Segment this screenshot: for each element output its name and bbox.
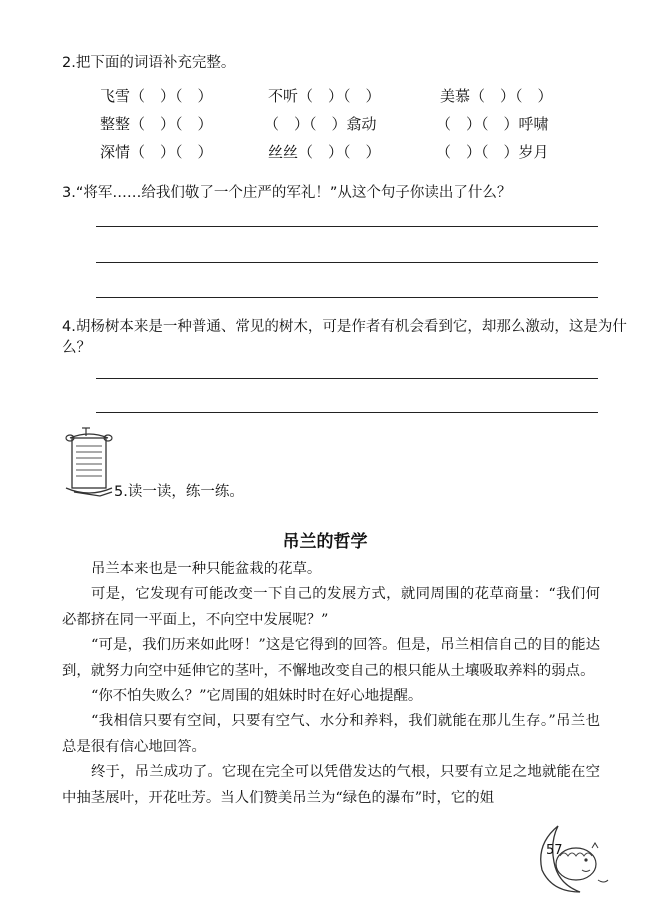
paragraph: “你不怕失败么？”它周围的姐妹时时在好心地提醒。 (91, 688, 423, 705)
fill-item-3[interactable]: 美慕（ ）（ ） (440, 87, 553, 105)
answer-line[interactable] (96, 297, 598, 298)
fill-item-8[interactable]: 丝丝（ ）（ ） (268, 143, 381, 161)
fill-item-4[interactable]: 整整（ ）（ ） (100, 115, 213, 133)
fill-item-5[interactable]: （ ）（ ）翕动 (264, 115, 377, 133)
paragraph: “可是，我们历来如此呀！”这是它得到的回答。但是，吊兰相信自己的目的能达到，就努力向空中延伸它的茎叶，不懈地改变自己的根只能从土壤吸取养料的弱点。 (62, 637, 600, 679)
paragraph: 终于，吊兰成功了。它现在完全可以凭借发达的气根，只要有立足之地就能在空中抽茎展叶，开花吐芳。当人们赞美吊兰为“绿色的瀑布”时，它的姐 (62, 764, 600, 806)
question-3-prompt: 3.“将军……给我们敬了一个庄严的军礼！”从这个句子你读出了什么？ (62, 185, 512, 201)
article-body (62, 557, 600, 811)
fill-item-7[interactable]: 深情（ ）（ ） (100, 143, 213, 161)
moon-decoration-icon (528, 820, 610, 900)
question-2-prompt: 2.把下面的词语补充完整。 (62, 55, 236, 71)
paragraph: “我相信只要有空间，只要有空气、水分和养料，我们就能在那儿生存。”吊兰也总是很有信心地回答。 (62, 713, 600, 755)
answer-line[interactable] (96, 412, 598, 413)
question-4-prompt-cont: 么？ (62, 340, 91, 356)
question-5-prompt: 5.读一读，练一练。 (114, 484, 244, 500)
question-4-prompt: 4.胡杨树本来是一种普通、常见的树木，可是作者有机会看到它，却那么激动，这是为什 (62, 319, 627, 335)
scroll-icon (60, 426, 116, 504)
fill-item-9[interactable]: （ ）（ ）岁月 (436, 143, 549, 161)
answer-line[interactable] (96, 378, 598, 379)
fill-item-6[interactable]: （ ）（ ）呼啸 (436, 115, 549, 133)
fill-item-1[interactable]: 飞雪（ ）（ ） (100, 87, 213, 105)
article-title: 吊兰的哲学 (282, 532, 368, 552)
paragraph: 吊兰本来也是一种只能盆栽的花草。 (91, 561, 322, 577)
answer-line[interactable] (96, 262, 598, 263)
answer-line[interactable] (96, 226, 598, 227)
page-number: 57 (546, 843, 563, 858)
fill-item-2[interactable]: 不听（ ）（ ） (268, 87, 381, 105)
paragraph: 可是，它发现有可能改变一下自己的发展方式，就同周围的花草商量：“我们何必都挤在同一平面上，不向空中发展呢？” (62, 586, 600, 628)
